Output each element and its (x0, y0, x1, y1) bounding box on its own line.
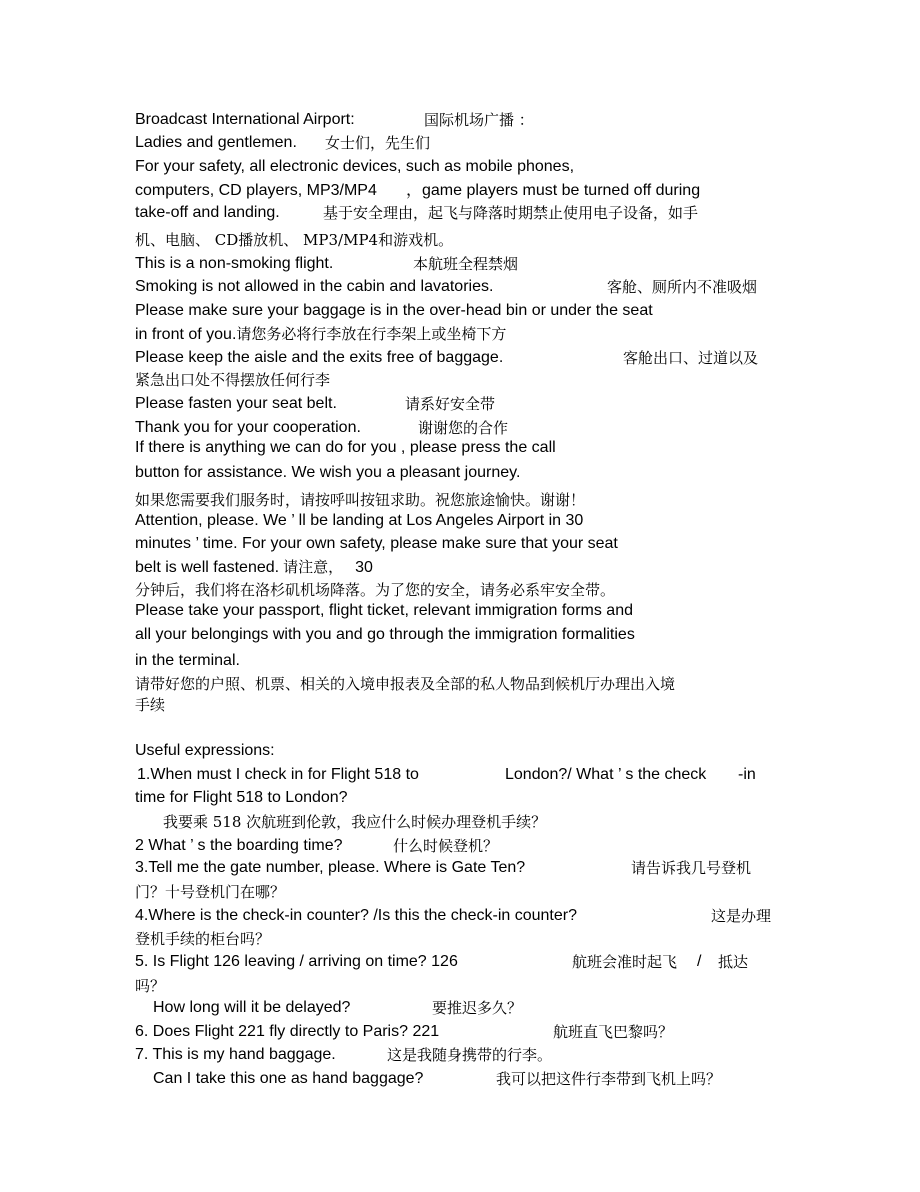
text-line: 请带好您的户照、机票、相关的入境申报表及全部的私人物品到候机厅办理出入境 (135, 675, 676, 693)
text-line: 2 What ’ s the boarding time? 什么时候登机？ (135, 837, 499, 855)
text-line: Attention, please. We ’ ll be landing at Los Angeles Airport in 30 (135, 512, 584, 529)
text-line: minutes ’ time. For your own safety, please make sure that your seat (135, 535, 618, 552)
text-line: Can I take this one as hand baggage? 我可以把这件行李带到飞机上吗？ (153, 1070, 722, 1088)
text-line: button for assistance. We wish you a pleasant journey. (135, 464, 521, 481)
text-line: Broadcast International Airport: 国际机场广播 ： (135, 111, 534, 129)
text-line: 我要乘 518 次航班到伦敦，我应什么时候办理登机手续？ (163, 813, 547, 831)
text-line: all your belongings with you and go through the immigration formalities (135, 626, 635, 643)
text-line: time for Flight 518 to London? (135, 789, 348, 806)
text-line: Please take your passport, flight ticket, relevant immigration forms and (135, 602, 633, 619)
section-heading: Useful expressions: (135, 742, 275, 759)
text-line: computers, CD players, MP3/MP4 ，game players must be turned off during (135, 182, 701, 199)
text-line: Please fasten your seat belt. 请系好安全带 (135, 395, 496, 413)
text-line: Please make sure your baggage is in the over-head bin or under the seat (135, 302, 653, 319)
text-line: 分钟后，我们将在洛杉矶机场降落。为了您的安全，请务必系牢安全带。 (135, 581, 616, 599)
text-line: take-off and landing. 基于安全理由，起飞与降落时期禁止使用电子设备，如手 (135, 204, 699, 222)
text-line: 6. Does Flight 221 fly directly to Paris? 221 航班直飞巴黎吗？ (135, 1023, 674, 1041)
text-line: belt is well fastened. 请注意， 30 (135, 558, 373, 576)
text-line: 3.Tell me the gate number, please. Where is Gate Ten? 请告诉我几号登机 (135, 859, 752, 877)
text-line: For your safety, all electronic devices, such as mobile phones, (135, 158, 575, 175)
text-line: 7. This is my hand baggage. 这是我随身携带的行李。 (135, 1046, 553, 1064)
text-line: 机、电脑、 CD播放机、 MP3/MP4和游戏机。 (135, 231, 454, 249)
text-line: This is a non-smoking flight. 本航班全程禁烟 (135, 255, 519, 273)
text-line: Please keep the aisle and the exits free of baggage. 客舱出口、过道以及 (135, 349, 759, 367)
text-line: 5. Is Flight 126 leaving / arriving on time? 126 航班会准时起飞 / 抵达 (135, 953, 749, 971)
text-line: How long will it be delayed? 要推迟多久？ (153, 999, 523, 1017)
text-line: in the terminal. (135, 652, 240, 669)
text-line: 登机手续的柜台吗？ (135, 930, 271, 948)
text-line: Thank you for your cooperation. 谢谢您的合作 (135, 419, 509, 437)
text-line: 门？十号登机门在哪？ (135, 883, 286, 901)
text-line: Smoking is not allowed in the cabin and lavatories. 客舱、厕所内不准吸烟 (135, 278, 758, 296)
text-line: 4.Where is the check-in counter? /Is this the check-in counter? 这是办理 (135, 907, 772, 925)
text-line: If there is anything we can do for you , please press the call (135, 439, 556, 456)
text-line: 紧急出口处不得摆放任何行李 (135, 371, 331, 389)
text-line: 1.When must I check in for Flight 518 to London?/ What ’ s the check -in (137, 766, 756, 783)
text-line: in front of you.请您务必将行李放在行李架上或坐椅下方 (135, 325, 507, 343)
text-line: Ladies and gentlemen. 女士们，先生们 (135, 134, 431, 152)
text-line: 如果您需要我们服务时，请按呼叫按钮求助。祝您旅途愉快。谢谢！ (135, 491, 586, 509)
text-line: 吗？ (135, 977, 166, 995)
text-line: 手续 (135, 696, 166, 714)
